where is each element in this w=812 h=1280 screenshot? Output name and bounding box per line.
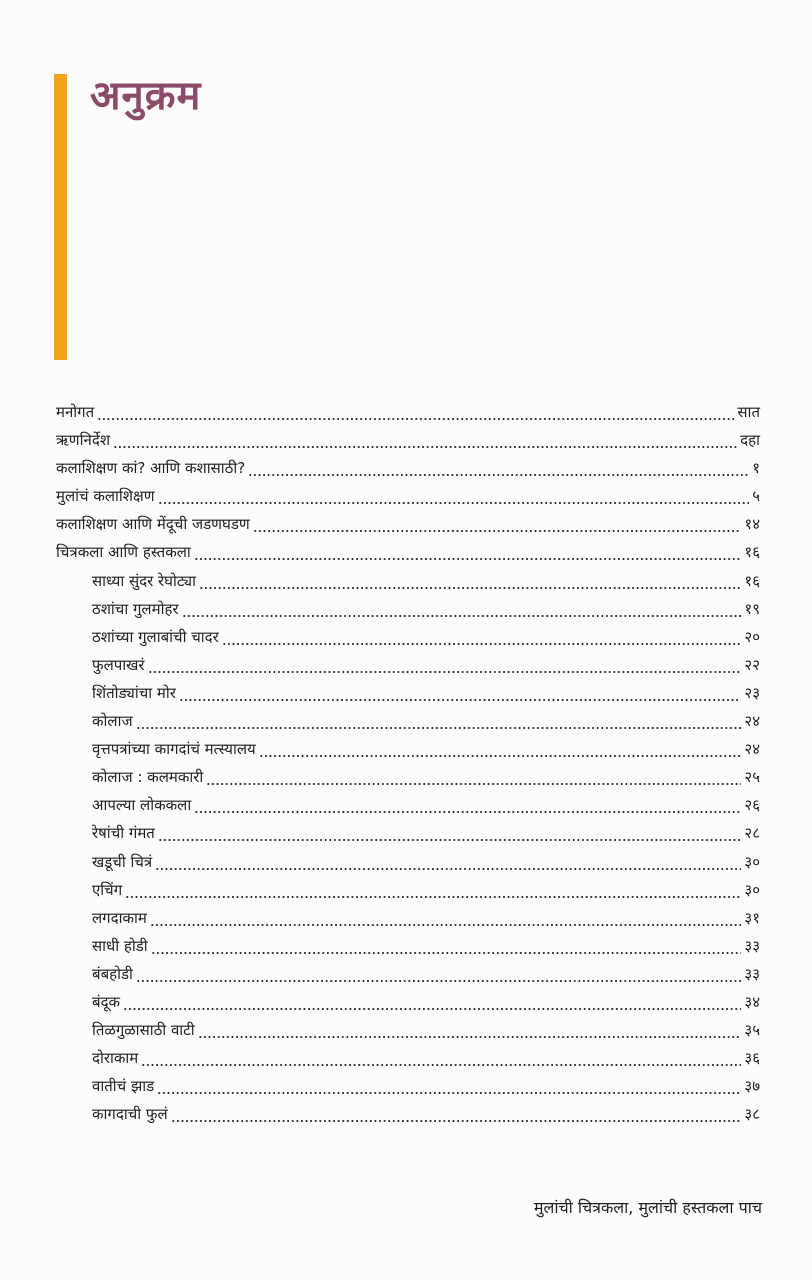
toc-entry — [56, 679, 760, 707]
toc-entry — [56, 960, 760, 988]
dot-leader — [199, 567, 741, 595]
dot-leader — [182, 595, 742, 623]
toc-entry-page: २२ — [744, 655, 760, 674]
toc-entry-title: मुलांचं कलाशिक्षण — [56, 487, 155, 506]
toc-entry-title: वृत्तपत्रांच्या कागदांचं मत्स्यालय — [92, 740, 256, 759]
toc-entry — [56, 510, 760, 538]
dot-leader — [125, 876, 741, 904]
toc-entry-title: कलाशिक्षण आणि मेंदूची जडणघडण — [56, 515, 250, 534]
toc-entry — [56, 1072, 760, 1100]
toc-entry — [56, 932, 760, 960]
dot-leader — [113, 426, 737, 454]
toc-entry — [56, 398, 760, 426]
table-of-contents — [56, 398, 760, 1128]
toc-entry-page: १४ — [744, 515, 760, 534]
toc-entry-page: २६ — [744, 796, 760, 815]
toc-entry — [56, 482, 760, 510]
toc-entry — [56, 595, 760, 623]
toc-entry — [56, 426, 760, 454]
toc-entry — [56, 904, 760, 932]
toc-entry — [56, 848, 760, 876]
dot-leader — [150, 904, 742, 932]
toc-entry — [56, 819, 760, 847]
dot-leader — [194, 538, 742, 566]
dot-leader — [253, 510, 742, 538]
toc-entry-page: ३४ — [744, 992, 760, 1011]
toc-entry — [56, 651, 760, 679]
dot-leader — [198, 1016, 742, 1044]
toc-entry-page: ३३ — [744, 964, 760, 983]
dot-leader — [148, 651, 742, 679]
toc-entry-title: खडूची चित्रं — [92, 852, 153, 871]
toc-entry-page: २५ — [744, 768, 760, 787]
dot-leader — [151, 932, 742, 960]
toc-entry-page: १६ — [744, 543, 760, 562]
toc-entry — [56, 791, 760, 819]
toc-entry-page: २३ — [744, 683, 760, 702]
toc-entry-title: बंदूक — [92, 992, 121, 1011]
dot-leader — [158, 819, 742, 847]
toc-entry-title: लगदाकाम — [92, 908, 147, 927]
dot-leader — [136, 707, 742, 735]
toc-entry — [56, 1044, 760, 1072]
toc-entry-title: ऋणनिर्देश — [56, 431, 111, 450]
dot-leader — [248, 454, 749, 482]
toc-entry — [56, 567, 760, 595]
toc-entry — [56, 1016, 760, 1044]
toc-entry-title: दोराकाम — [92, 1049, 139, 1068]
toc-entry — [56, 763, 760, 791]
dot-leader — [171, 1100, 742, 1128]
toc-entry-title: फुलपाखरं — [92, 655, 145, 674]
page-title: अनुक्रम — [90, 73, 202, 119]
toc-entry-title: आपल्या लोककला — [92, 796, 192, 815]
toc-entry-title: कागदाची फुलं — [92, 1105, 168, 1124]
toc-entry-page: २४ — [744, 740, 760, 759]
dot-leader — [206, 763, 741, 791]
toc-entry-page: ३३ — [744, 936, 760, 955]
toc-entry-page: २० — [744, 627, 760, 646]
dot-leader — [194, 791, 741, 819]
dot-leader — [141, 1044, 741, 1072]
accent-bar — [54, 74, 67, 360]
toc-entry-title: चित्रकला आणि हस्तकला — [56, 543, 191, 562]
dot-leader — [222, 623, 742, 651]
dot-leader — [136, 960, 742, 988]
toc-entry-title: तिळगुळासाठी वाटी — [92, 1021, 195, 1040]
toc-entry-page: ३५ — [744, 1021, 760, 1040]
toc-entry-page: ३० — [744, 852, 760, 871]
dot-leader — [155, 848, 741, 876]
toc-entry-page: २८ — [744, 824, 760, 843]
toc-entry-title: बंबहोडी — [92, 964, 133, 983]
toc-entry-page: ५ — [752, 487, 760, 506]
dot-leader — [179, 679, 742, 707]
toc-entry-title: कोलाज — [92, 712, 133, 731]
dot-leader — [158, 482, 750, 510]
toc-entry — [56, 454, 760, 482]
toc-entry-title: कलाशिक्षण कां? आणि कशासाठी? — [56, 459, 246, 478]
toc-entry-page: ३७ — [744, 1077, 760, 1096]
toc-entry-page: २४ — [744, 712, 760, 731]
running-footer: मुलांची चित्रकला, मुलांची हस्तकला पाच — [533, 1198, 762, 1217]
toc-entry-page: दहा — [740, 431, 760, 450]
toc-entry-title: एचिंग — [92, 880, 123, 899]
toc-entry-title: साध्या सुंदर रेघोट्या — [92, 571, 197, 590]
toc-entry-title: रेषांची गंमत — [92, 824, 155, 843]
toc-entry — [56, 707, 760, 735]
toc-entry — [56, 1100, 760, 1128]
toc-entry — [56, 623, 760, 651]
toc-entry — [56, 876, 760, 904]
toc-entry-page: ३६ — [744, 1049, 760, 1068]
toc-entry-page: १६ — [744, 571, 760, 590]
toc-entry — [56, 538, 760, 566]
toc-entry — [56, 735, 760, 763]
dot-leader — [97, 398, 734, 426]
toc-entry-title: ठशांचा गुलमोहर — [92, 599, 179, 618]
toc-entry-title: शिंतोड्यांचा मोर — [92, 683, 176, 702]
toc-entry-page: ३१ — [744, 908, 760, 927]
dot-leader — [259, 735, 742, 763]
toc-entry-page: १९ — [744, 599, 760, 618]
dot-leader — [123, 988, 741, 1016]
toc-entry-title: साधी होडी — [92, 936, 148, 955]
toc-entry-title: वातीचं झाड — [92, 1077, 155, 1096]
toc-entry — [56, 988, 760, 1016]
toc-entry-title: कोलाज : कलमकारी — [92, 768, 204, 787]
toc-entry-page: ३० — [744, 880, 760, 899]
toc-entry-title: मनोगत — [56, 403, 95, 421]
toc-entry-title: ठशांच्या गुलाबांची चादर — [92, 627, 219, 646]
toc-entry-page: सात — [737, 403, 760, 421]
dot-leader — [157, 1072, 741, 1100]
toc-entry-page: ३८ — [744, 1105, 760, 1124]
toc-entry-page: १ — [752, 459, 760, 478]
